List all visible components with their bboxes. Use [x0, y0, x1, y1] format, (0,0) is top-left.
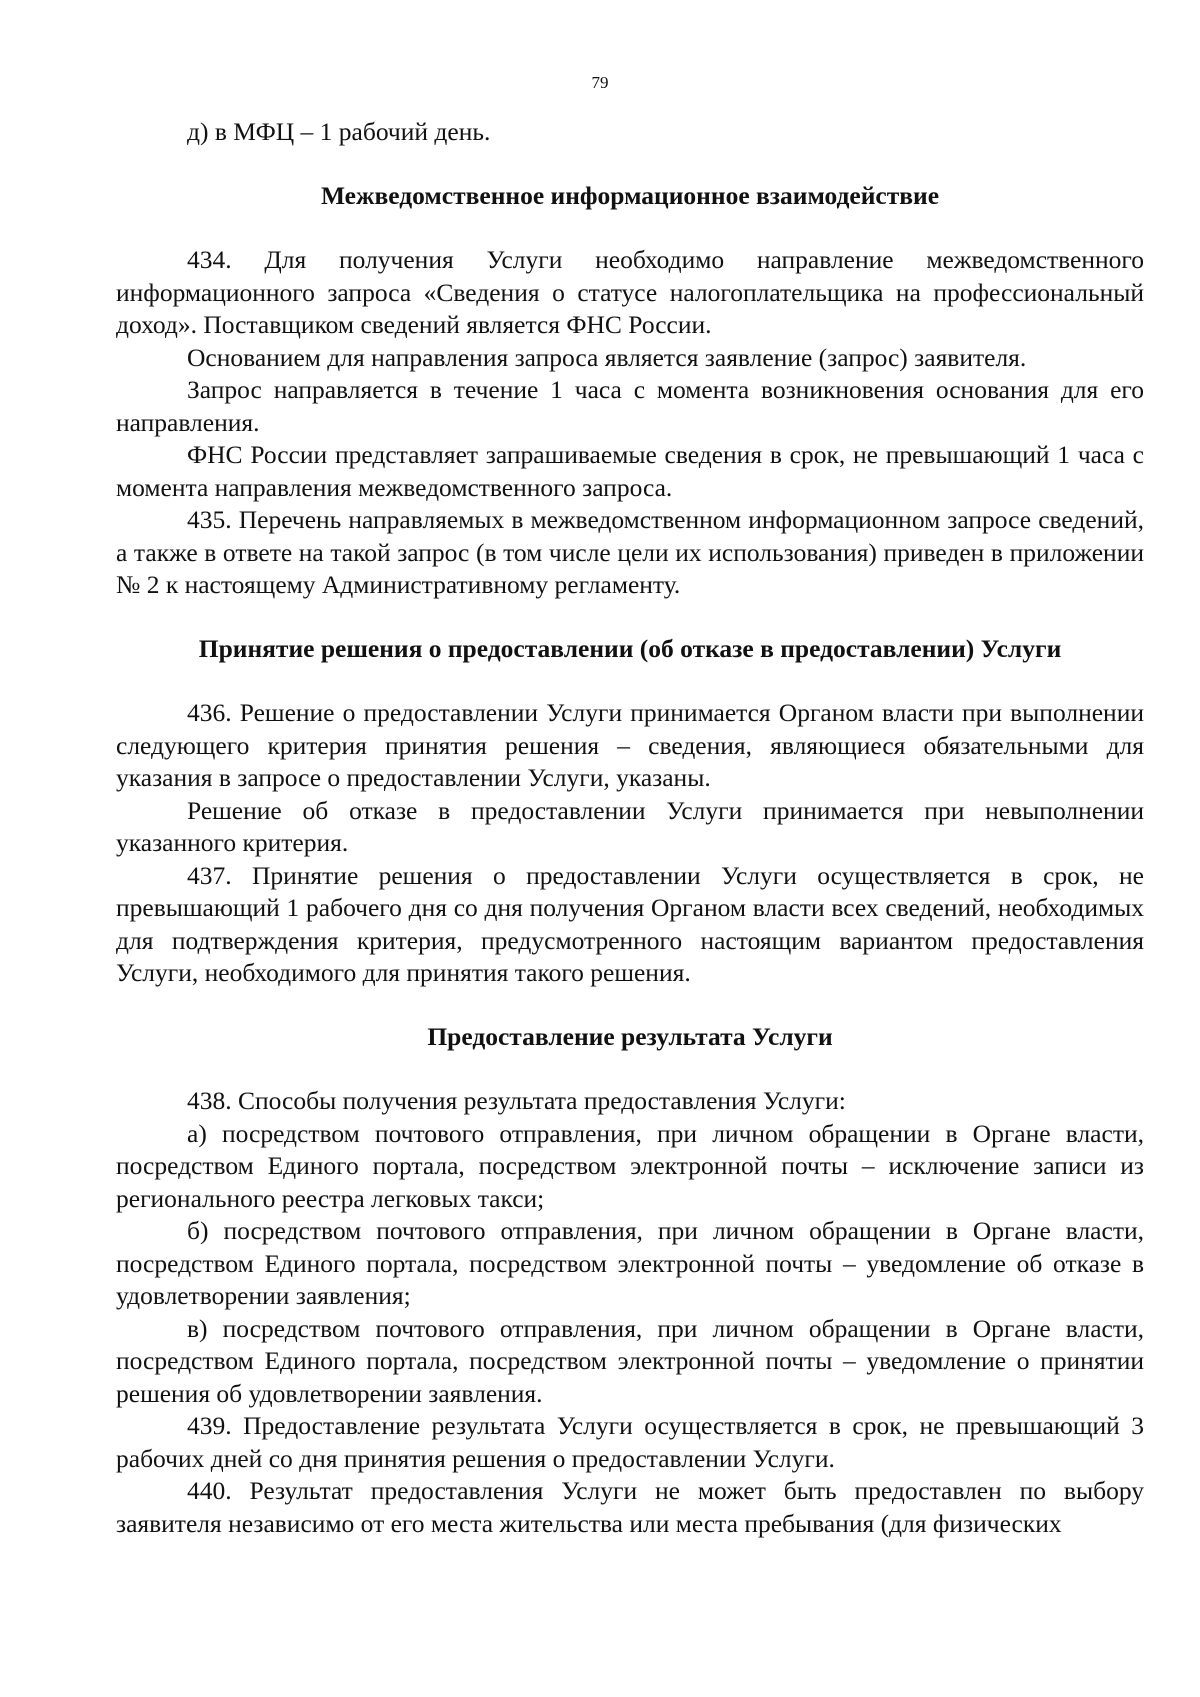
- section-heading-decision: Принятие решения о предоставлении (об отказе в предоставлении) Услуги: [198, 633, 1062, 663]
- paragraph: Решение об отказе в предоставлении Услуги принимается при невыполнении указанного критерия.: [116, 795, 1144, 857]
- document-body: [116, 116, 1144, 1540]
- paragraph: 440. Результат предоставления Услуги не может быть предоставлен по выбору заявителя независимо от его места жительства или места пребывания (для физических: [116, 1476, 1144, 1538]
- paragraph: ФНС России представляет запрашиваемые сведения в срок, не превышающий 1 часа с момента направления межведомственного запроса.: [116, 440, 1144, 502]
- paragraph: Запрос направляется в течение 1 часа с момента возникновения основания для его направления.: [116, 375, 1144, 437]
- paragraph: 435. Перечень направляемых в межведомственном информационном запросе сведений, а также в ответе на такой запрос (в том числе цели их использования) приведен в приложении № 2 к настоящему Административному регламенту.: [116, 505, 1144, 599]
- paragraph: б) посредством почтового отправления, при личном обращении в Органе власти, посредством Единого портала, посредством электронной почты – уведомление об отказе в удовлетворении заявления;: [116, 1216, 1144, 1310]
- paragraph: 434. Для получения Услуги необходимо направление межведомственного информационного запроса «Сведения о статусе налогоплательщика на профессиональный доход». Поставщиком сведений является ФНС России.: [116, 245, 1144, 339]
- section-heading-interagency: Межведомственное информационное взаимодействие: [320, 180, 940, 210]
- page-number: 79: [591, 73, 609, 92]
- section-heading-result: Предоставление результата Услуги: [427, 1021, 833, 1051]
- paragraph: д) в МФЦ – 1 рабочий день.: [187, 117, 491, 146]
- paragraph: 439. Предоставление результата Услуги осуществляется в срок, не превышающий 3 рабочих дней со дня принятия решения о предоставлении Услуги.: [116, 1411, 1144, 1473]
- paragraph: Основанием для направления запроса является заявление (запрос) заявителя.: [187, 342, 1027, 372]
- paragraph: 438. Способы получения результата предоставления Услуги:: [187, 1086, 846, 1115]
- paragraph: 437. Принятие решения о предоставлении Услуги осуществляется в срок, не превышающий 1 рабочего дня со дня получения Органом власти всех сведений, необходимых для подтверждения критерия, предусмотренного настоящим вариантом предоставления Услуги, необходимого для принятия такого решения.: [116, 860, 1144, 987]
- paragraph: 436. Решение о предоставлении Услуги принимается Органом власти при выполнении следующего критерия принятия решения – сведения, являющиеся обязательными для указания в запросе о предоставлении Услуги, указаны.: [116, 698, 1144, 792]
- paragraph: а) посредством почтового отправления, при личном обращении в Органе власти, посредством Единого портала, посредством электронной почты – исключение записи из регионального реестра легковых такси;: [116, 1118, 1144, 1213]
- paragraph: в) посредством почтового отправления, при личном обращении в Органе власти, посредством Единого портала, посредством электронной почты – уведомление о принятии решения об удовлетворении заявления.: [116, 1313, 1144, 1408]
